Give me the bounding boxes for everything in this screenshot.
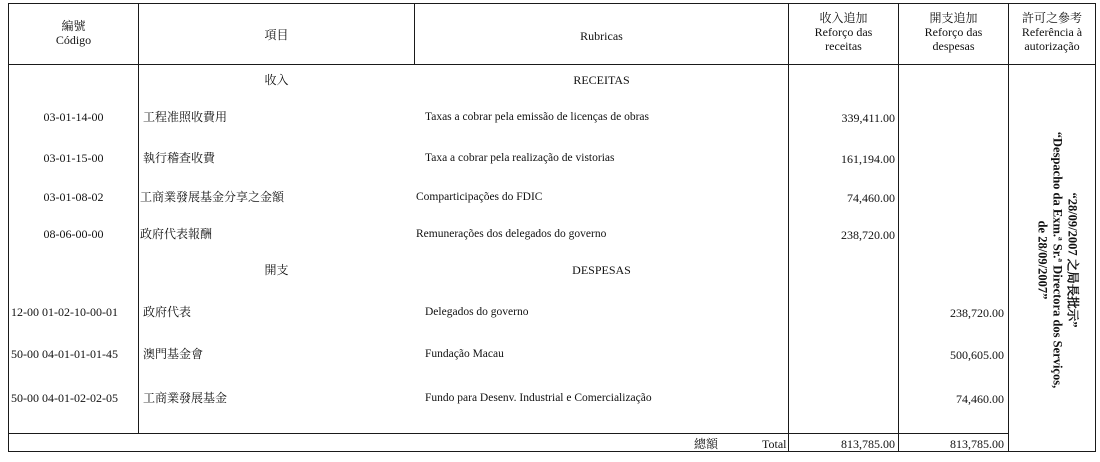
section-revenue-pt: RECEITAS — [573, 73, 630, 87]
row-code: 08-06-00-00 — [43, 227, 104, 241]
table-border-top — [8, 3, 1096, 4]
row-revenue: 339,411.00 — [841, 111, 895, 125]
header-code — [9, 19, 138, 47]
header-reference — [1009, 11, 1095, 53]
header-reference-zh: 許可之參考 — [1021, 11, 1082, 25]
col-divider-expense — [1008, 3, 1009, 452]
row-code: 12-00 01-02-10-00-01 — [11, 305, 118, 319]
total-label-zh: 總額 — [694, 437, 719, 451]
header-item: 項目 — [264, 28, 289, 42]
total-divider — [8, 433, 788, 434]
table-border-bottom-ref — [1008, 451, 1096, 452]
row-item: 工商業發展基金 — [143, 391, 228, 405]
total-label-pt: Total — [762, 437, 787, 451]
row-rubric: Fundo para Desenv. Industrial e Comercialização — [425, 392, 652, 404]
row-revenue: 161,194.00 — [841, 152, 895, 166]
header-expense-zh: 開支追加 — [929, 11, 978, 25]
total-expense: 813,785.00 — [950, 437, 1004, 451]
authorization-line-3: de 28/09/2007” — [1035, 220, 1050, 300]
header-revenue-pt2: receitas — [825, 39, 862, 53]
row-revenue: 74,460.00 — [847, 191, 895, 205]
row-item: 政府代表報酬 — [140, 227, 213, 241]
row-code: 03-01-14-00 — [43, 110, 104, 124]
header-revenue-zh: 收入追加 — [819, 11, 868, 25]
total-revenue: 813,785.00 — [841, 437, 895, 451]
header-rubric: Rubricas — [580, 29, 623, 43]
table-border-bottom — [8, 451, 1008, 452]
row-rubric: Comparticipações do FDIC — [416, 191, 543, 203]
row-rubric: Fundação Macau — [425, 348, 504, 360]
header-revenue-pt1: Reforço das — [814, 25, 873, 39]
col-divider-rubric — [788, 3, 789, 452]
row-expense: 238,720.00 — [950, 306, 1004, 320]
header-code-zh: 編號 — [61, 19, 86, 33]
row-item: 工商業發展基金分享之金額 — [140, 190, 285, 204]
authorization-line-2: “Despacho da Exm.ª Sr.ª Directora dos Serviços, — [1050, 131, 1065, 389]
row-expense: 74,460.00 — [956, 392, 1004, 406]
row-code: 50-00 04-01-02-02-05 — [11, 391, 118, 405]
header-expense — [899, 11, 1008, 53]
row-rubric: Taxas a cobrar pela emissão de licenças de obras — [425, 111, 649, 123]
section-expense-pt: DESPESAS — [572, 263, 631, 277]
section-revenue-zh: 收入 — [264, 73, 289, 87]
row-code: 03-01-08-02 — [43, 190, 104, 204]
row-rubric: Delegados do governo — [425, 306, 529, 318]
row-rubric: Taxa a cobrar pela realização de vistorias — [425, 152, 615, 164]
authorization-line-1: “28/09/2007 之局長批示” — [1065, 192, 1080, 328]
header-reference-pt1: Referência à — [1021, 25, 1083, 39]
row-code: 50-00 04-01-01-01-45 — [11, 347, 118, 361]
authorization-reference — [1018, 100, 1096, 420]
section-expense-zh: 開支 — [264, 263, 289, 277]
header-expense-pt2: despesas — [932, 39, 975, 53]
row-code: 03-01-15-00 — [43, 151, 104, 165]
row-rubric: Remunerações dos delegados do governo — [416, 228, 607, 240]
col-divider-revenue — [898, 3, 899, 452]
row-item: 執行稽查收費 — [143, 151, 216, 165]
header-revenue — [789, 11, 898, 53]
row-item: 工程准照收費用 — [143, 110, 228, 124]
header-divider — [8, 64, 1096, 65]
row-expense: 500,605.00 — [950, 348, 1004, 362]
header-code-pt: Código — [55, 33, 92, 47]
header-expense-pt1: Reforço das — [924, 25, 983, 39]
row-item: 政府代表 — [143, 305, 192, 319]
row-item: 澳門基金會 — [143, 347, 204, 361]
header-reference-pt2: autorização — [1024, 39, 1080, 53]
col-divider-code — [138, 3, 139, 434]
row-revenue: 238,720.00 — [841, 228, 895, 242]
